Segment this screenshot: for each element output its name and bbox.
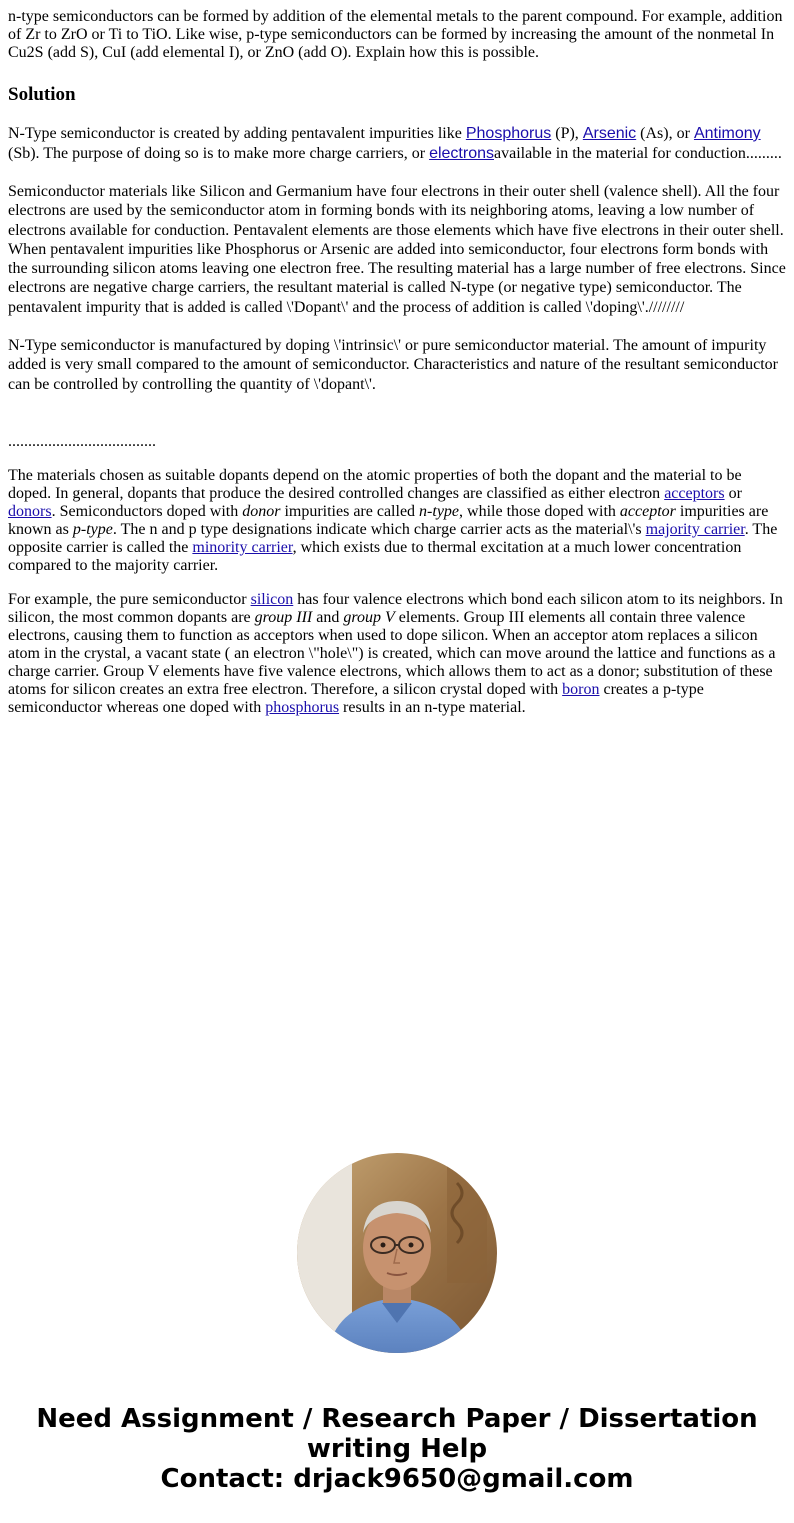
- banner-contact: Contact: drjack9650@gmail.com: [160, 1464, 634, 1494]
- em-donor: donor: [242, 502, 281, 520]
- link-phosphorus-2[interactable]: phosphorus: [265, 698, 340, 716]
- link-boron[interactable]: boron: [562, 680, 600, 698]
- dopants-text-2: or: [724, 484, 742, 502]
- silicon-text-2: has four valence electrons which bond each silicon atom to its neighbors. In silicon, the most common dopants are: [8, 590, 783, 626]
- paragraph-silicon-example: [8, 591, 787, 717]
- promo-banner: [0, 1404, 794, 1494]
- link-acceptors[interactable]: acceptors: [664, 484, 725, 502]
- em-acceptor: acceptor: [619, 502, 676, 520]
- lead-text-2: (P),: [551, 125, 583, 142]
- dopants-text-1: The materials chosen as suitable dopants depend on the atomic properties of both the dopant and the material to be doped. In general, dopants that produce the desired controlled changes are classified as either electron: [8, 466, 742, 502]
- separator-dots: .....................................: [8, 432, 156, 450]
- paragraph-dopants: [8, 467, 787, 575]
- lead-text-1: N-Type semiconductor is created by adding pentavalent impurities like: [8, 125, 466, 142]
- dopants-text-8: . The opposite carrier is called the: [8, 520, 778, 556]
- link-majority-carrier[interactable]: majority carrier: [645, 520, 745, 538]
- em-n-type: n-type: [419, 502, 460, 520]
- em-p-type: p-type: [72, 520, 113, 538]
- author-photo: [297, 1153, 497, 1353]
- em-group-iii: group III: [254, 608, 313, 626]
- lead-text-3: (As), or: [636, 125, 694, 142]
- link-phosphorus[interactable]: Phosphorus: [465, 125, 552, 142]
- lead-paragraph: [8, 124, 787, 164]
- dopants-text-9: , which exists due to thermal excitation at a much lower concentration compared to the majority carrier.: [8, 538, 742, 574]
- paragraph-manufacture: N-Type semiconductor is manufactured by doping \'intrinsic\' or pure semiconductor material. The amount of impurity added is very small compared to the amount of semiconductor. Characteristics and nature of the resultant semiconductor can be controlled by controlling the quantity of \'dopant\'.: [8, 337, 778, 393]
- question-text: n-type semiconductors can be formed by addition of the elemental metals to the parent compound. For example, addition of Zr to ZrO or Ti to TiO. Like wise, p-type semiconductors can be formed by increasing the amount of the nonmetal In Cu2S (add S), CuI (add elemental I), or ZnO (add O). Explain how this is possible.: [8, 8, 783, 61]
- paragraph-valence: Semiconductor materials like Silicon and Germanium have four electrons in their outer shell (valence shell). All the four electrons are used by the semiconductor atom in forming bonds with its neighboring atoms, leaving a low number of electrons available for conduction. Pentavalent elements are those elements which have five electrons in their outer shell. When pentavalent impurities like Phosphorus or Arsenic are added into semiconductor, four electrons form bonds with the surrounding silicon atoms leaving one electron free. The resulting material has a large number of free electrons. Since electrons are negative charge carriers, the resultant material is called N-type (or negative type) semiconductor. The pentavalent impurity that is added is called \'Dopant\' and the process of addition is called \'doping\'.////////: [8, 183, 786, 316]
- dopants-text-6: impurities are known as: [8, 502, 769, 538]
- banner-line-1: Need Assignment / Research Paper / Dissertation: [36, 1404, 758, 1434]
- dopants-text-3: . Semiconductors doped with: [51, 502, 243, 520]
- author-photo-illustration: [297, 1153, 497, 1353]
- lead-text-5: available in the material for conduction.........: [494, 145, 782, 162]
- banner-line-2: writing Help: [306, 1434, 488, 1464]
- dopants-text-4: impurities are called: [280, 502, 420, 520]
- link-electrons[interactable]: electrons: [429, 145, 494, 162]
- silicon-text-6: results in an n-type material.: [339, 698, 526, 716]
- dopants-text-7: . The n and p type designations indicate which charge carrier acts as the material\'s: [112, 520, 646, 538]
- silicon-text-5: creates a p-type semiconductor whereas one doped with: [8, 680, 704, 716]
- link-silicon[interactable]: silicon: [250, 590, 294, 608]
- document-body: [8, 8, 787, 717]
- dopants-text-5: , while those doped with: [459, 502, 620, 520]
- silicon-text-3: and: [312, 608, 344, 626]
- silicon-text-4: elements. Group III elements all contain three valence electrons, causing them to function as acceptors when used to dope silicon. When an acceptor atom replaces a silicon atom in the crystal, a vacant state ( an electron \"hole\") is created, which can move around the lattice and functions as a charge carrier. Group V elements have five valence electrons, which allows them to act as a donor; substitution of these atoms for silicon creates an extra free electron. Therefore, a silicon crystal doped with: [8, 608, 776, 698]
- em-group-v: group V: [343, 608, 395, 626]
- link-minority-carrier[interactable]: minority carrier: [192, 538, 293, 556]
- solution-heading: Solution: [8, 84, 76, 105]
- link-donors[interactable]: donors: [8, 502, 52, 520]
- silicon-text-1: For example, the pure semiconductor: [8, 590, 251, 608]
- lead-text-4: (Sb). The purpose of doing so is to make more charge carriers, or: [8, 145, 430, 162]
- link-arsenic[interactable]: Arsenic: [582, 125, 637, 142]
- link-antimony[interactable]: Antimony: [693, 125, 761, 142]
